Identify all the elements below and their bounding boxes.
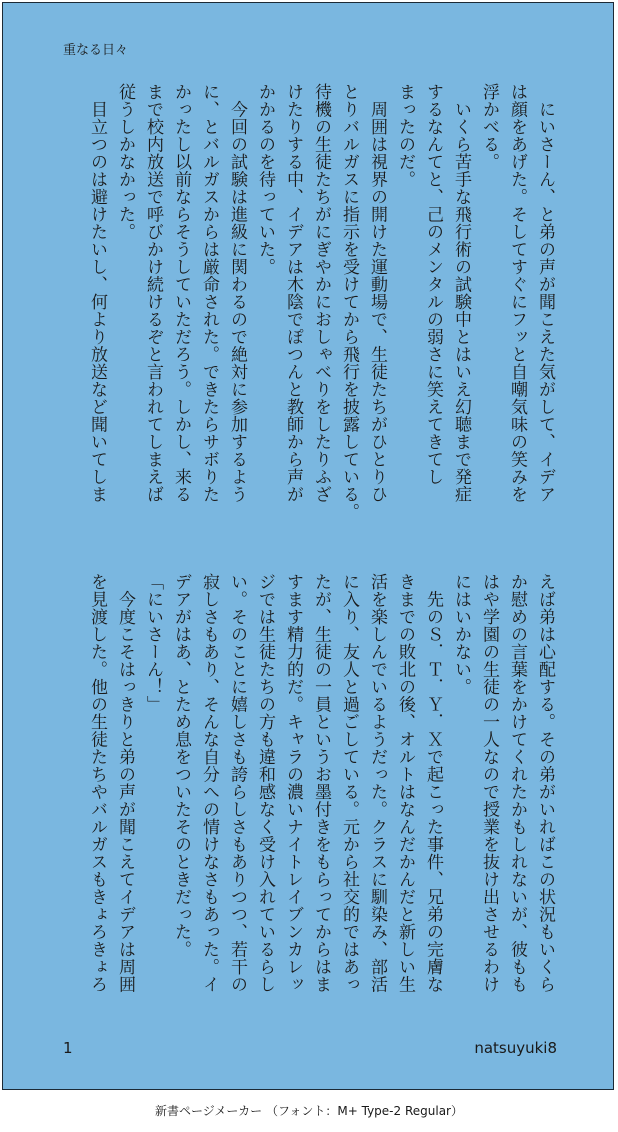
text-line: けたりする中、イデアは木陰でぽつんと教師から声が (283, 83, 303, 503)
text-line: まで校内放送で呼びかけ続けるぞと言われてしまえば (143, 83, 163, 503)
text-line: 周囲は視界の開けた運動場で、生徒たちがひとりひ (367, 83, 387, 503)
text-line: にいさーん、と弟の声が聞こえた気がして、イデア (535, 83, 555, 503)
text-line: を見渡した。他の生徒たちやバルガスもきょろきょろ (87, 573, 107, 993)
text-line: 従うしかなかった。 (115, 83, 135, 241)
text-line: 寂しさもあり、そんな自分への情けなさもあった。イ (199, 573, 219, 993)
text-line: 目立つのは避けたいし、何より放送など聞いてしま (87, 83, 107, 503)
text-block-bottom (83, 573, 559, 1043)
text-line: とりバルガスに指示を受けてから飛行を披露している。 (339, 83, 359, 521)
text-line: 「にいさーん！」 (143, 573, 163, 713)
text-line: すます精力的だ。キャラの濃いナイトレイブンカレッ (283, 573, 303, 993)
text-line: まったのだ。 (395, 83, 415, 188)
text-line: かかるのを待っていた。 (255, 83, 275, 276)
text-line: いくら苦手な飛行術の試験中とはいえ幻聴まで発症 (451, 83, 471, 503)
text-line: はや学園の生徒の一人なので授業を抜け出させるわけ (479, 573, 499, 993)
text-line: デアがはあ、とため息をついたそのときだった。 (171, 573, 191, 958)
text-line: 先のＳ．Ｔ．Ｙ．Ｘで起こった事件、兄弟の完膚な (423, 573, 443, 993)
text-line: かったし以前ならそうしていただろう。しかし、来る (171, 83, 191, 503)
text-line: に、とバルガスからは厳命された。できたらサボりた (199, 83, 219, 503)
text-line: 今度こそはっきりと弟の声が聞こえてイデアは周囲 (115, 573, 135, 993)
author-name: natsuyuki8 (474, 1039, 557, 1057)
text-line: か慰めの言葉をかけてくれたかもしれないが、彼もも (507, 573, 527, 993)
text-line: 待機の生徒たちがにぎやかにおしゃべりをしたりふざ (311, 83, 331, 503)
text-line: ジでは生徒たちの方も違和感なく受け入れているらし (255, 573, 275, 993)
generator-credit: 新書ページメーカー （フォント：M+ Type-2 Regular） (155, 1104, 463, 1118)
page-title: 重なる日々 (63, 43, 129, 58)
text-line: い。そのことに嬉しさも誇らしさもありつつ、若干の (227, 573, 247, 993)
text-line: 今回の試験は進級に関わるので絶対に参加するよう (227, 83, 247, 503)
text-line: きまでの敗北の後、オルトはなんだかんだと新しい生 (395, 573, 415, 993)
text-line: は顔をあげた。そしてすぐにフッと自嘲気味の笑みを (507, 83, 527, 503)
book-page (2, 2, 614, 1090)
text-line: えば弟は心配する。その弟がいればこの状況もいくら (535, 573, 555, 993)
text-block-top (83, 83, 559, 553)
page-number: 1 (63, 1039, 73, 1057)
text-line: たが、生徒の一員というお墨付きをもらってからはま (311, 573, 331, 993)
text-line: に入り、友人と過ごしている。元から社交的ではあっ (339, 573, 359, 993)
text-line: するなんてと、己のメンタルの弱さに笑えてきてし (423, 83, 443, 486)
text-line: 活を楽しんでいるようだった。クラスに馴染み、部活 (367, 573, 387, 993)
text-line: にはいかない。 (451, 573, 471, 696)
text-line: 浮かべる。 (479, 83, 499, 171)
